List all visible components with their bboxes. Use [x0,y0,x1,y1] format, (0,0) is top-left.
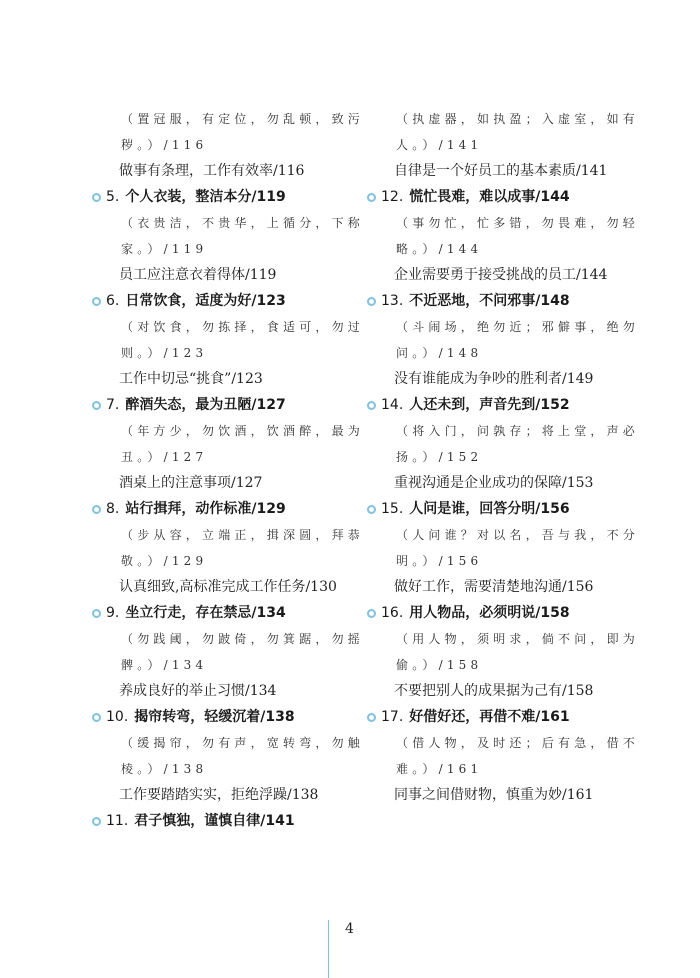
toc-quote-line: （缓揭帘，勿有声，宽转弯，勿触 [121,736,365,750]
toc-quote-line: （斗闹场，绝勿近；邪僻事，绝勿 [396,320,640,334]
toc-summary-entry[interactable]: 不要把别人的成果据为己有/158 [394,683,594,699]
bullet-circle-icon [367,505,376,514]
chapter-number: 17. [381,709,404,725]
bullet-circle-icon [92,505,101,514]
toc-chapter-heading[interactable] [92,600,342,626]
chapter-title: 揭帘转弯，轻缓沉着/138 [134,709,295,725]
chapter-title: 坐立行走，存在禁忌/134 [125,605,286,621]
chapter-number: 14. [381,397,404,413]
toc-chapter-heading[interactable] [92,496,342,522]
toc-summary-entry[interactable]: 认真细致,高标准完成工作任务/130 [119,579,337,595]
chapter-number: 15. [381,501,404,517]
toc-summary-entry[interactable]: 企业需要勇于接受挑战的员工/144 [394,267,608,283]
toc-summary-entry[interactable]: 同事之间借财物，慎重为妙/161 [394,787,594,803]
chapter-title: 用人物品，必须明说/158 [409,605,570,621]
bullet-circle-icon [92,609,101,618]
toc-column-left [92,106,365,834]
bullet-circle-icon [92,817,101,826]
toc-summary-entry[interactable]: 员工应注意衣着得体/119 [119,267,277,283]
bullet-circle-icon [367,193,376,202]
chapter-title: 不近恶地，不问邪事/148 [409,293,570,309]
toc-quote-line: （衣贵洁，不贵华，上循分，下称 [121,216,365,230]
toc-quote-line: （人问谁？对以名，吾与我，不分 [396,528,640,542]
toc-quote-line: 丑。）/127 [121,450,208,464]
chapter-number: 6. [106,293,120,309]
bullet-circle-icon [367,713,376,722]
toc-chapter-heading[interactable] [367,392,617,418]
toc-quote-line: 髀。）/134 [121,658,208,672]
toc-chapter-heading[interactable] [367,288,617,314]
toc-summary-entry[interactable]: 没有谁能成为争吵的胜利者/149 [394,371,594,387]
chapter-title: 君子慎独，谨慎自律/141 [134,813,295,829]
toc-quote-line: 略。）/144 [396,242,483,256]
chapter-title: 人问是谁，回答分明/156 [409,501,570,517]
toc-chapter-heading[interactable] [367,496,617,522]
chapter-title: 个人衣装，整洁本分/119 [125,189,286,205]
toc-quote-line: 人。）/141 [396,138,483,152]
toc-chapter-heading[interactable] [367,704,617,730]
toc-summary-entry[interactable]: 做事有条理，工作有效率/116 [119,163,305,179]
toc-quote-line: （借人物，及时还；后有急，借不 [396,736,640,750]
chapter-number: 16. [381,605,404,621]
chapter-number: 7. [106,397,120,413]
toc-quote-line: 扬。）/152 [396,450,483,464]
toc-summary-entry[interactable]: 酒桌上的注意事项/127 [119,475,263,491]
bullet-circle-icon [92,297,101,306]
page-number: 4 [345,921,354,937]
chapter-number: 9. [106,605,120,621]
toc-quote-line: 棱。）/138 [121,762,208,776]
toc-quote-line: 明。）/156 [396,554,483,568]
toc-summary-entry[interactable]: 做好工作，需要清楚地沟通/156 [394,579,594,595]
toc-quote-line: （置冠服，有定位，勿乱顿，致污 [121,112,365,126]
bullet-circle-icon [92,713,101,722]
chapter-title: 慌忙畏难，难以成事/144 [409,189,570,205]
toc-chapter-heading[interactable] [367,184,617,210]
chapter-number: 13. [381,293,404,309]
toc-quote-line: 难。）/161 [396,762,483,776]
chapter-title: 醉酒失态，最为丑陋/127 [125,397,286,413]
toc-quote-line: （执虚器，如执盈；入虚室，如有 [396,112,640,126]
toc-quote-line: 问。）/148 [396,346,483,360]
chapter-title: 日常饮食，适度为好/123 [125,293,286,309]
toc-summary-entry[interactable]: 自律是一个好员工的基本素质/141 [394,163,608,179]
toc-summary-entry[interactable]: 重视沟通是企业成功的保障/153 [394,475,594,491]
toc-quote-line: （事勿忙，忙多错，勿畏难，勿轻 [396,216,640,230]
toc-quote-line: （对饮食，勿拣择，食适可，勿过 [121,320,365,334]
bullet-circle-icon [367,297,376,306]
toc-quote-line: 秽。）/116 [121,138,208,152]
toc-chapter-heading[interactable] [92,184,342,210]
chapter-title: 站行揖拜，动作标准/129 [125,501,286,517]
toc-column-right [367,106,640,808]
toc-quote-line: 敬。）/129 [121,554,208,568]
bullet-circle-icon [367,401,376,410]
bullet-circle-icon [367,609,376,618]
toc-quote-line: （年方少，勿饮酒，饮酒醉，最为 [121,424,365,438]
toc-summary-entry[interactable]: 工作要踏踏实实，拒绝浮躁/138 [119,787,319,803]
toc-quote-line: 则。）/123 [121,346,208,360]
chapter-number: 5. [106,189,120,205]
chapter-title: 好借好还，再借不难/161 [409,709,570,725]
chapter-number: 12. [381,189,404,205]
toc-quote-line: 偷。）/158 [396,658,483,672]
toc-chapter-heading[interactable] [92,288,342,314]
footer-divider [328,920,329,978]
toc-quote-line: （勿践阈，勿跛倚，勿箕踞，勿摇 [121,632,365,646]
chapter-title: 人还未到，声音先到/152 [409,397,570,413]
toc-quote-line: （用人物，须明求，倘不问，即为 [396,632,640,646]
bullet-circle-icon [92,401,101,410]
toc-quote-line: （步从容，立端正，揖深圆，拜恭 [121,528,365,542]
toc-summary-entry[interactable]: 养成良好的举止习惯/134 [119,683,277,699]
chapter-number: 11. [106,813,129,829]
toc-chapter-heading[interactable] [92,704,342,730]
toc-quote-line: （将入门，问孰存；将上堂，声必 [396,424,640,438]
bullet-circle-icon [92,193,101,202]
toc-chapter-heading[interactable] [367,600,617,626]
toc-chapter-heading[interactable] [92,808,342,834]
toc-quote-line: 家。）/119 [121,242,208,256]
chapter-number: 8. [106,501,120,517]
toc-summary-entry[interactable]: 工作中切忌“挑食”/123 [119,371,263,387]
toc-chapter-heading[interactable] [92,392,342,418]
chapter-number: 10. [106,709,129,725]
